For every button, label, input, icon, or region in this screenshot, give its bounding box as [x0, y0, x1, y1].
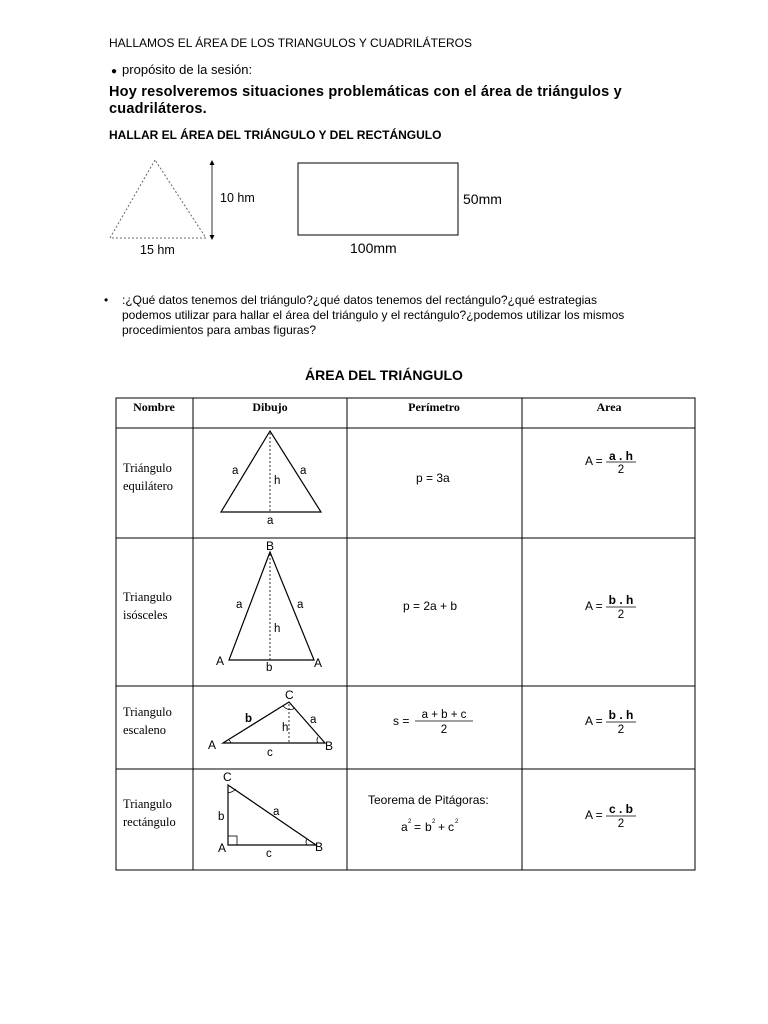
row-name-line1: Triangulo — [123, 590, 172, 604]
label-a: a — [297, 599, 304, 611]
row-name-line1: Triángulo — [123, 461, 172, 475]
question-bullet: • — [104, 293, 109, 307]
area-denominator: 2 — [617, 724, 625, 736]
label-b: b — [245, 713, 253, 725]
purpose-label-text: propósito de la sesión: — [122, 62, 253, 77]
label-A: A — [218, 841, 227, 855]
exponent: 2 — [455, 819, 459, 825]
label-h: h — [282, 722, 289, 734]
semiperimeter-formula — [393, 709, 473, 736]
triangle-height-label: 10 hm — [220, 191, 255, 205]
area-lhs: A = — [585, 808, 603, 822]
label-base: a — [267, 515, 274, 527]
pythagoras-title: Teorema de Pitágoras: — [368, 793, 489, 807]
label-A: A — [208, 738, 217, 752]
exercise-title: HALLAR EL ÁREA DEL TRIÁNGULO Y DEL RECTÁNGULO — [109, 128, 442, 142]
row-name-line2: escaleno — [123, 723, 167, 737]
area-lhs: A = — [585, 714, 603, 728]
label-A-left: A — [216, 654, 225, 668]
exponent: 2 — [408, 819, 412, 825]
area-numerator: c . b — [608, 802, 634, 816]
area-lhs: A = — [585, 454, 603, 468]
area-denominator: 2 — [617, 464, 625, 476]
row-name-line1: Triangulo — [123, 797, 172, 811]
area-formula — [585, 593, 636, 621]
area-numerator: b . h — [608, 593, 634, 607]
label-c: c — [267, 747, 273, 759]
area-denominator: 2 — [617, 609, 625, 621]
row-name-line2: equilátero — [123, 479, 173, 493]
label-C: C — [223, 770, 232, 784]
label-a: a — [310, 714, 317, 726]
label-a: a — [273, 806, 280, 818]
perimeter-lhs: s = — [393, 714, 410, 728]
label-B: B — [325, 739, 334, 753]
area-numerator: a . h — [608, 449, 634, 463]
row-name-line2: rectángulo — [123, 815, 176, 829]
column-header-area: Area — [596, 400, 622, 414]
triangle-base-label: 15 hm — [140, 243, 175, 257]
label-A-right: A — [314, 656, 323, 670]
column-header-dibujo: Dibujo — [252, 400, 288, 414]
area-numerator: b . h — [608, 708, 634, 722]
formula-a: a — [401, 820, 408, 834]
row-name-line1: Triangulo — [123, 705, 172, 719]
area-denominator: 2 — [617, 818, 625, 830]
exponent: 2 — [432, 819, 436, 825]
isosceles-triangle-drawing — [216, 539, 322, 674]
label-a: a — [232, 465, 239, 477]
document-title: HALLAMOS EL ÁREA DE LOS TRIANGULOS Y CUADRILÁTEROS — [109, 36, 473, 50]
label-a: a — [300, 465, 307, 477]
right-triangle-drawing — [218, 770, 323, 860]
area-formula — [585, 449, 636, 476]
area-formula — [585, 708, 636, 736]
label-B: B — [266, 539, 275, 553]
label-b: b — [218, 811, 225, 823]
perimeter-denominator: 2 — [440, 724, 448, 736]
label-h: h — [274, 475, 281, 487]
label-a: a — [236, 599, 243, 611]
label-c: c — [266, 848, 272, 860]
column-header-perimetro: Perímetro — [408, 400, 460, 414]
column-header-nombre: Nombre — [133, 400, 175, 414]
rect-height-label: 50mm — [463, 191, 502, 207]
perimeter-numerator: a + b + c — [421, 709, 467, 721]
rect-width-label: 100mm — [350, 240, 397, 256]
question-text: :¿Qué datos tenemos del triángulo?¿qué datos tenemos del rectángulo?¿qué estrategias podemos utilizar para hallar el área del triángulo y el rectángulo?¿podemos utilizar los mismos procedimientos para ambas figuras? — [122, 293, 625, 337]
formula-b: b — [425, 820, 432, 834]
pythagoras-formula — [401, 819, 459, 834]
purpose-statement: Hoy resolveremos situaciones problemáticas con el área de triángulos y cuadriláteros. — [109, 84, 622, 117]
area-lhs: A = — [585, 599, 603, 613]
label-h: h — [274, 623, 281, 635]
bullet-dot: ● — [111, 66, 118, 77]
table-heading: ÁREA DEL TRIÁNGULO — [305, 367, 463, 383]
label-C: C — [285, 688, 294, 702]
formula-c: c — [448, 820, 454, 834]
label-B: B — [315, 840, 324, 854]
scalene-triangle-drawing — [208, 688, 333, 759]
formula-plus: + — [438, 820, 446, 834]
label-b: b — [266, 662, 273, 674]
perimeter-formula: p = 2a + b — [403, 599, 458, 613]
formula-equals: = — [414, 820, 422, 834]
equilateral-triangle-drawing — [221, 431, 321, 527]
area-formula — [585, 802, 636, 830]
row-name-line2: isósceles — [123, 608, 168, 622]
perimeter-formula: p = 3a — [416, 471, 450, 485]
